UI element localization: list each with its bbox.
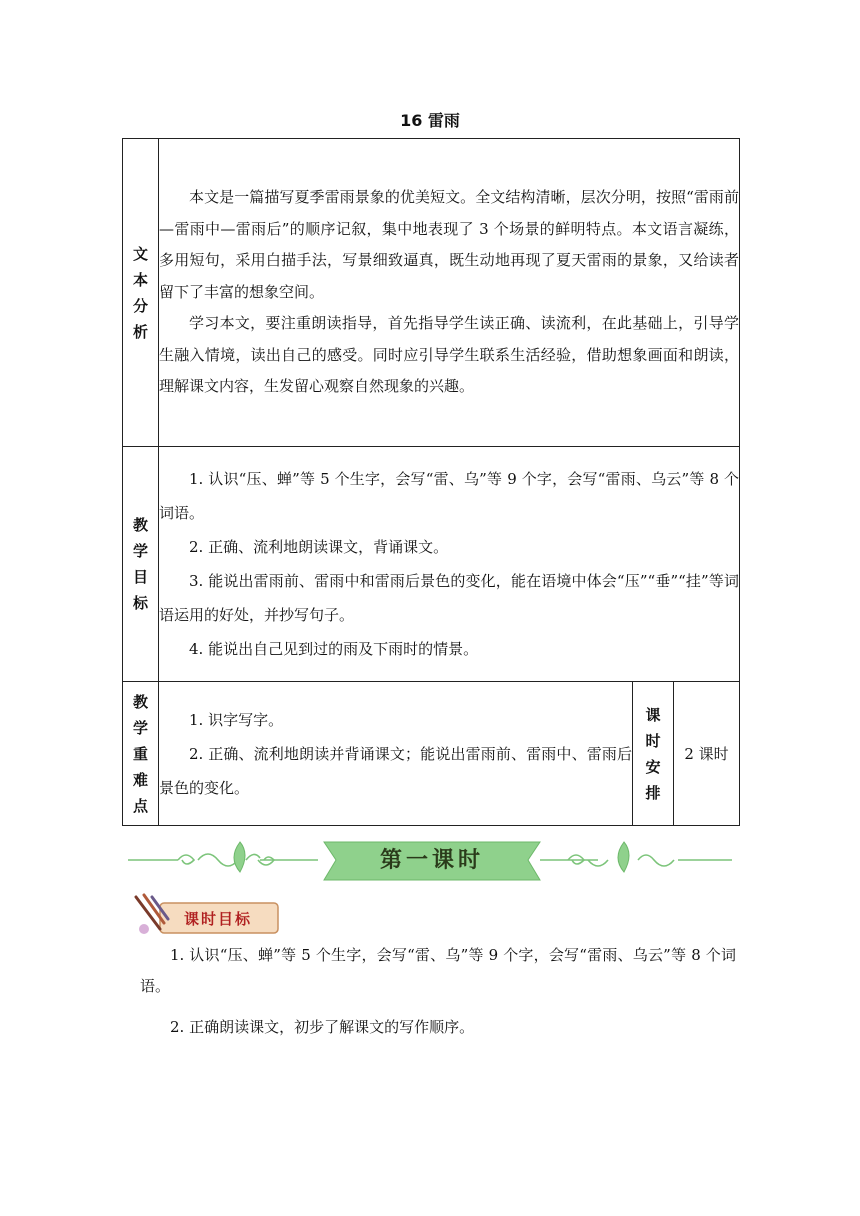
schedule-value: 2 课时 xyxy=(674,682,740,826)
schedule-label-cell xyxy=(633,682,674,826)
lesson-overview-table xyxy=(122,138,740,826)
analysis-label: 文本分析 xyxy=(132,244,148,341)
objective-item: 1. 认识“压、蝉”等 5 个生字，会写“雷、乌”等 9 个字，会写“雷雨、乌云”等 8 个词语。 xyxy=(159,470,739,522)
analysis-label-cell xyxy=(123,139,159,447)
analysis-row xyxy=(123,139,740,447)
lesson-goals-label: 课时目标 xyxy=(183,910,252,928)
banner-title: 第一课时 xyxy=(379,848,484,873)
analysis-paragraph: 学习本文，要注重朗读指导，首先指导学生读正确、读流利，在此基础上，引导学生融入情境，读出自己的感受。同时应引导学生联系生活经验，借助想象画面和朗读，理解课文内容，生发留心观察自然现象的兴趣。 xyxy=(159,314,739,396)
lesson-goal-item: 2. 正确朗读课文，初步了解课文的写作顺序。 xyxy=(170,1018,475,1036)
right-leaf-icon xyxy=(618,842,629,872)
left-leaf-icon xyxy=(234,842,245,872)
objectives-row xyxy=(123,447,740,682)
analysis-paragraph: 本文是一篇描写夏季雷雨景象的优美短文。全文结构清晰，层次分明，按照“雷雨前—雷雨中—雷雨后”的顺序记叙，集中地表现了 3 个场景的鲜明特点。本文语言凝练，多用短句，采用白描手法，写景细致逼真，既生动地再现了夏天雷雨的景象，又给读者留下了丰富的想象空间。 xyxy=(159,188,739,301)
objective-item: 4. 能说出自己见到过的雨及下雨时的情景。 xyxy=(189,640,479,658)
schedule-label: 课时安排 xyxy=(645,705,661,802)
lesson-goal-item: 1. 认识“压、蝉”等 5 个生字，会写“雷、乌”等 9 个字，会写“雷雨、乌云”等 8 个词语。 xyxy=(140,946,736,995)
analysis-content xyxy=(159,139,740,447)
key-point-item: 1. 识字写字。 xyxy=(189,710,284,729)
left-vine-decoration xyxy=(128,854,318,866)
objectives-label: 教学目标 xyxy=(132,516,148,612)
objective-item: 3. 能说出雷雨前、雷雨中和雷雨后景色的变化，能在语境中体会“压”“垂”“挂”等词语运用的好处，并抄写句子。 xyxy=(159,572,739,624)
key-points-row xyxy=(123,682,740,826)
key-point-item: 2. 正确、流利地朗读并背诵课文；能说出雷雨前、雷雨中、雷雨后景色的变化。 xyxy=(159,744,632,797)
lesson-goals-list xyxy=(140,940,736,1043)
objective-item: 2. 正确、流利地朗读课文，背诵课文。 xyxy=(189,538,449,556)
objectives-content xyxy=(159,447,740,682)
page-title: 16 雷雨 xyxy=(400,111,460,130)
objectives-label-cell xyxy=(123,447,159,682)
key-points-label: 教学重难点 xyxy=(132,692,148,815)
key-points-label-cell xyxy=(123,682,159,826)
right-vine-decoration xyxy=(540,855,732,866)
key-points-content xyxy=(159,682,633,826)
